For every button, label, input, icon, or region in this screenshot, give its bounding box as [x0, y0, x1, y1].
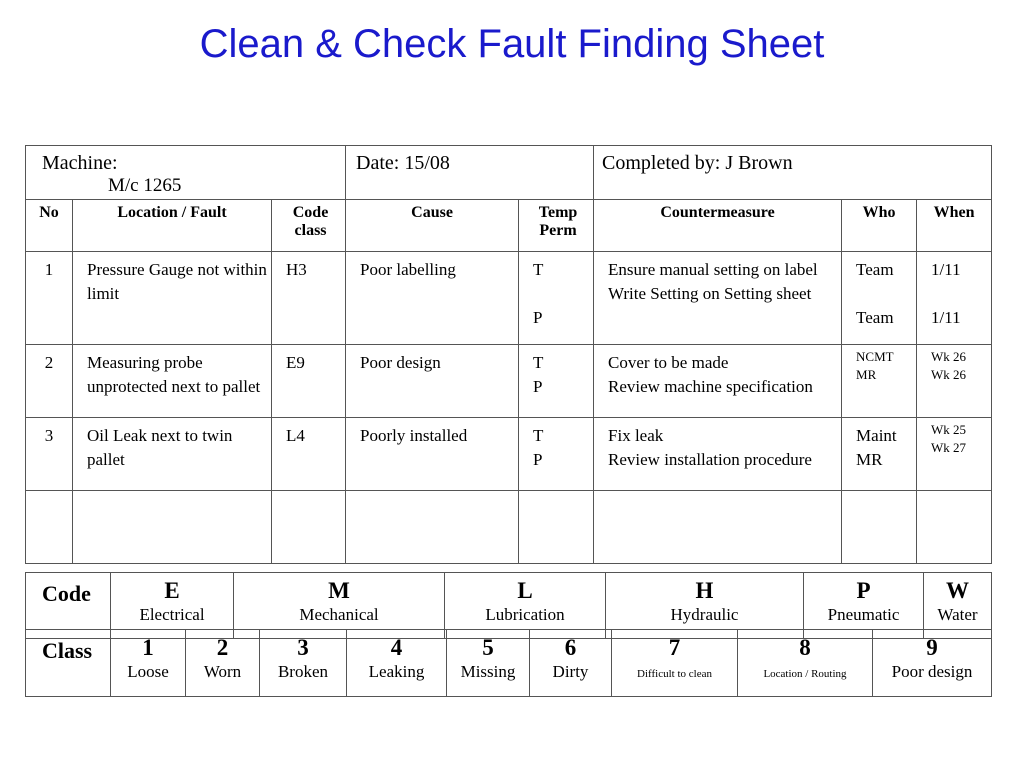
temp-perm-value: P: [533, 308, 543, 327]
who-value: Maint: [856, 426, 897, 445]
when-value: 1/11: [931, 308, 961, 327]
class-item: [738, 630, 873, 697]
fault-table: [25, 145, 992, 564]
row-countermeasure: [594, 345, 841, 399]
class-number: 9: [926, 635, 938, 660]
who-value: MR: [856, 450, 883, 469]
class-item: [111, 630, 186, 697]
row-location: Pressure Gauge not within limit: [87, 260, 267, 303]
col-code-class: Code class: [272, 200, 346, 252]
table-row: [26, 345, 992, 418]
code-name: Water: [937, 605, 978, 624]
page-title: Clean & Check Fault Finding Sheet: [199, 22, 825, 66]
row-no: 3: [44, 426, 54, 445]
table-row-empty: [26, 491, 992, 564]
col-cause: Cause: [346, 200, 519, 252]
temp-perm-value: T: [533, 260, 544, 279]
col-countermeasure: Countermeasure: [594, 200, 842, 252]
temp-perm-value: P: [533, 450, 543, 469]
who-value: MR: [856, 367, 877, 382]
row-who: [842, 418, 916, 472]
who-value: Team: [856, 260, 894, 279]
class-number: 1: [142, 635, 154, 660]
temp-perm-value: T: [533, 353, 544, 372]
class-name: Broken: [277, 662, 329, 681]
class-name: Location / Routing: [763, 668, 847, 680]
sheet-header-row: [26, 146, 992, 200]
class-number: 7: [668, 635, 681, 660]
class-name: Dirty: [552, 662, 589, 681]
class-name: Poor design: [891, 662, 973, 681]
class-label: Class: [26, 630, 111, 697]
class-number: 8: [799, 635, 811, 660]
col-location: Location / Fault: [73, 200, 272, 252]
class-number: 2: [216, 635, 229, 660]
table-row: [26, 418, 992, 491]
when-value: Wk 26: [931, 349, 967, 364]
code-name: Hydraulic: [670, 605, 739, 624]
completed-by-field: Completed by: J Brown: [602, 152, 793, 174]
countermeasure-line: Ensure manual setting on label: [608, 260, 818, 279]
temp-perm-value: T: [533, 426, 544, 445]
class-item: [612, 630, 738, 697]
when-value: 1/11: [931, 260, 961, 279]
class-item: [530, 630, 612, 697]
temp-perm-value: P: [533, 377, 543, 396]
class-number: 3: [297, 635, 309, 660]
class-item: [260, 630, 347, 697]
code-letter: P: [856, 578, 871, 603]
countermeasure-line: Write Setting on Setting sheet: [608, 284, 812, 303]
col-who: Who: [842, 200, 917, 252]
code-letter: W: [946, 578, 969, 603]
row-code: E9: [286, 353, 305, 372]
date-field: Date: 15/08: [356, 152, 450, 174]
class-name: Missing: [460, 662, 516, 681]
code-letter: L: [517, 578, 533, 603]
code-name: Lubrication: [485, 605, 565, 624]
when-value: Wk 27: [931, 440, 967, 455]
code-name: Electrical: [139, 605, 205, 624]
col-when: When: [917, 200, 992, 252]
code-letter: E: [164, 578, 180, 603]
class-name: Leaking: [368, 662, 425, 681]
machine-cell: [26, 146, 346, 200]
completed-by-cell: [594, 146, 992, 200]
class-name: Difficult to clean: [637, 668, 712, 680]
row-temp-perm: [519, 252, 593, 330]
class-legend: [25, 629, 992, 697]
machine-label: Machine:: [42, 152, 118, 174]
when-value: Wk 26: [931, 367, 967, 382]
row-when: [917, 418, 991, 457]
row-cause: Poor design: [360, 353, 441, 372]
code-label: Code: [26, 573, 111, 639]
class-name: Loose: [127, 662, 169, 681]
class-number: 6: [564, 635, 577, 660]
countermeasure-line: Review machine specification: [608, 377, 813, 396]
who-value: NCMT: [856, 349, 894, 364]
column-header-row: [26, 200, 992, 252]
countermeasure-line: Fix leak: [608, 426, 664, 445]
date-cell: [346, 146, 594, 200]
class-item: [347, 630, 447, 697]
row-code: H3: [286, 260, 307, 279]
row-cause: Poor labelling: [360, 260, 456, 279]
row-countermeasure: [594, 252, 841, 306]
col-temp-perm: Temp Perm: [519, 200, 594, 252]
class-item: [873, 630, 992, 697]
row-when: [917, 252, 991, 330]
countermeasure-line: Cover to be made: [608, 353, 729, 372]
code-name: Pneumatic: [827, 605, 900, 624]
row-cause: Poorly installed: [360, 426, 468, 445]
col-no: No: [26, 200, 73, 252]
when-value: Wk 25: [931, 422, 967, 437]
countermeasure-line: Review installation procedure: [608, 450, 812, 469]
code-name: Mechanical: [299, 605, 379, 624]
row-when: [917, 345, 991, 384]
table-row: [26, 252, 992, 345]
who-value: Team: [856, 308, 894, 327]
machine-value: M/c 1265: [108, 175, 182, 196]
row-location: Measuring probe unprotected next to pallet: [87, 353, 261, 396]
row-no: 2: [44, 353, 54, 372]
row-who: [842, 252, 916, 330]
class-name: Worn: [203, 662, 242, 681]
class-item: [186, 630, 260, 697]
row-code: L4: [286, 426, 305, 445]
row-who: [842, 345, 916, 384]
class-number: 5: [482, 635, 494, 660]
code-letter: H: [695, 578, 714, 603]
row-no: 1: [44, 260, 54, 279]
class-item: [447, 630, 530, 697]
row-temp-perm: [519, 345, 593, 399]
class-number: 4: [390, 635, 403, 660]
row-temp-perm: [519, 418, 593, 472]
code-letter: M: [328, 578, 350, 603]
row-location: Oil Leak next to twin pallet: [87, 426, 233, 469]
row-countermeasure: [594, 418, 841, 472]
